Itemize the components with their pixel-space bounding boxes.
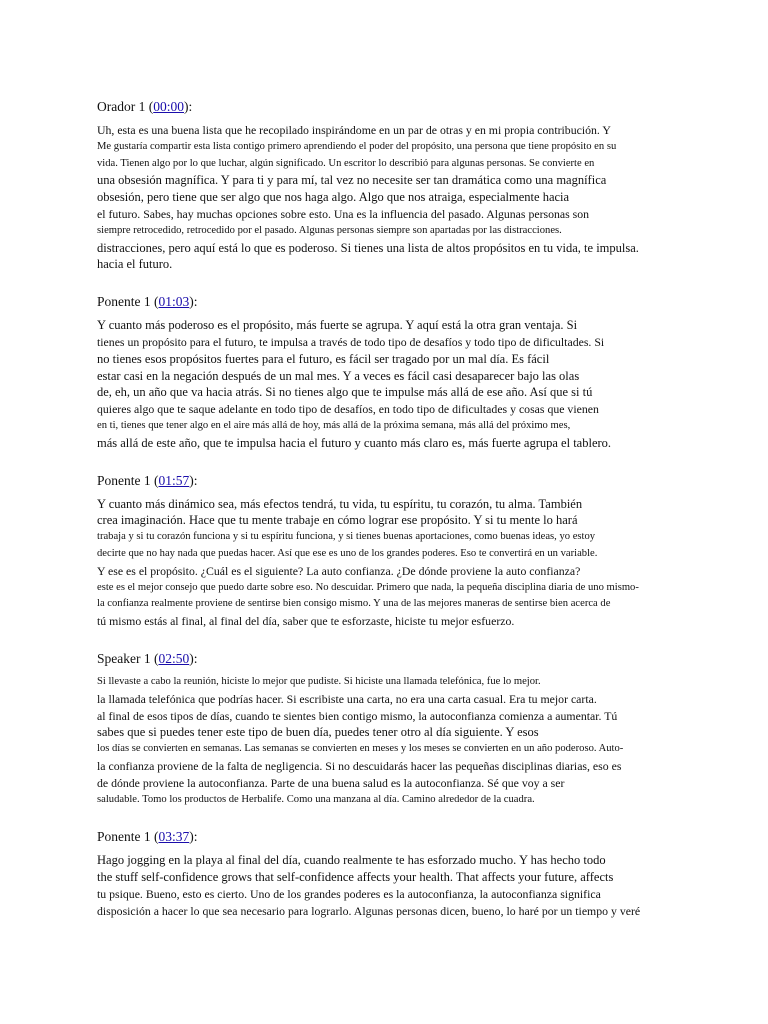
transcript-line: distracciones, pero aquí está lo que es poderoso. Si tienes una lista de altos propósitos en tu vida, te impulsa. [97,240,639,255]
transcript-line: Hago jogging en la playa al final del día, cuando realmente te has esforzado mucho. Y has hecho todo [97,853,606,868]
transcript-line: disposición a hacer lo que sea necesario para lograrlo. Algunas personas dicen, bueno, lo haré por un tiempo y veré [97,903,641,918]
timestamp-link[interactable]: 01:03 [158,294,190,310]
transcript-line: obsesión, pero tiene que ser algo que nos haga algo. Algo que nos atraiga, especialmente hacia [97,190,570,205]
timestamp-link[interactable]: 02:50 [158,650,190,666]
transcript-line: sabes que si puedes tener este tipo de buen día, puedes tener otro al día siguiente. Y esos [97,725,539,740]
transcript-line: la llamada telefónica que podrías hacer. Si escribiste una carta, no era una carta casual. Era tu mejor carta. [97,691,597,706]
transcript-line: la confianza proviene de la falta de negligencia. Si no descuidarás hacer las pequeñas disciplinas diarias, eso es [97,758,622,773]
transcript-line: de dónde proviene la autoconfianza. Parte de una buena salud es la autoconfianza. Sé que voy a ser [97,775,565,790]
timestamp-link[interactable]: 03:37 [158,829,190,845]
speaker-name: Orador 1 [97,99,146,114]
transcript-line: estar casi en la negación después de un mal mes. Y a veces es fácil casi desaparecer bajo las olas [97,368,580,383]
speaker-heading: Ponente 1 (03:37): [97,829,198,845]
speaker-name: Ponente 1 [97,294,151,310]
transcript-paragraph [97,496,728,630]
transcript-line: Y cuanto más dinámico sea, más efectos tendrá, tu vida, tu espíritu, tu corazón, tu alma. También [97,496,583,511]
speaker-heading: Ponente 1 (01:57): [97,472,198,488]
timestamp-link[interactable]: 01:57 [158,472,190,488]
transcript-line: hacia el futuro. [97,257,173,272]
transcript-line: no tienes esos propósitos fuertes para el futuro, es fácil ser tragado por un mal día. Es fácil [97,351,550,366]
transcript-line: siempre retrocedido, retrocedido por el pasado. Algunas personas siempre son apartadas por las distracciones. [97,224,562,236]
transcript-line: Me gustaría compartir esta lista contigo primero aprendiendo el poder del propósito, una persona que tiene propósito en su [97,140,617,152]
transcript-line: Y cuanto más poderoso es el propósito, más fuerte se agrupa. Y aquí está la otra gran ventaja. Si [97,318,578,333]
transcript-section [97,828,728,919]
transcript-line: quieres algo que te saque adelante en todo tipo de desafíos, en todo tipo de dificultades y cosas que vienen [97,402,599,417]
transcript-line: tienes un propósito para el futuro, te impulsa a través de todo tipo de desafíos y todo tipo de dificultades. Si [97,334,605,349]
transcript-line: Y ese es el propósito. ¿Cuál es el siguiente? La auto confianza. ¿De dónde proviene la auto confianza? [97,563,581,578]
transcript-line: the stuff self-confidence grows that self-confidence affects your health. That affects your future, affects [97,870,614,885]
transcript-section [97,98,728,273]
transcript-line: la confianza realmente proviene de sentirse bien consigo mismo. Y una de las mejores maneras de sentirse bien acerca de [97,598,611,610]
transcript-line: más allá de este año, que te impulsa hacia el futuro y cuanto más claro es, más fuerte agrupa el tablero. [97,435,612,450]
transcript-paragraph [97,122,728,273]
transcript-line: tu psique. Bueno, esto es cierto. Uno de los grandes poderes es la autoconfianza, la autoconfianza significa [97,886,601,901]
transcript-line: decirte que no hay nada que puedas hacer. Así que ese es uno de los grandes poderes. Eso te convertirá en un variable. [97,547,598,559]
transcript-line: una obsesión magnífica. Y para ti y para mí, tal vez no necesite ser tan dramática como una magnífica [97,173,607,188]
transcript-line: trabaja y si tu corazón funciona y si tu espíritu funciona, y si tienes buenas aportaciones, como buenas ideas, yo estoy [97,531,596,543]
speaker-heading: Orador 1 (00:00): [97,99,193,114]
transcript-paragraph [97,852,728,919]
transcript-section [97,650,728,808]
transcript-line: Uh, esta es una buena lista que he recopilado inspirándome en un par de otras y en mi propia contribución. Y [97,123,611,137]
speaker-name: Speaker 1 [97,650,151,666]
transcript-line: vida. Tienen algo por lo que luchar, algún significado. Un escritor lo describió para algunas personas. Se convierte en [97,157,595,169]
speaker-name: Ponente 1 [97,472,151,488]
speaker-heading: Speaker 1 (02:50): [97,650,198,666]
transcript-line: de, eh, un año que va hacia atrás. Si no tienes algo que te impulse más allá de ese año. Así que si tú [97,385,593,400]
transcript-line: tú mismo estás al final, al final del día, saber que te esforzaste, hiciste tu mejor esfuerzo. [97,614,515,629]
transcript-line: saludable. Tomo los productos de Herbalife. Como una manzana al día. Camino alrededor de la cuadra. [97,793,535,805]
transcript-line: en ti, tienes que tener algo en el aire más allá de hoy, más allá de la próxima semana, más allá del próximo mes, [97,419,571,431]
transcript-paragraph [97,317,728,451]
transcript-paragraph [97,674,728,808]
speaker-heading: Ponente 1 (01:03): [97,294,198,310]
transcript-line: este es el mejor consejo que puedo darte sobre eso. No descuidar. Primero que nada, la pequeña disciplina diaria de uno mismo- [97,581,639,593]
transcript-line: Si llevaste a cabo la reunión, hiciste lo mejor que pudiste. Si hiciste una llamada telefónica, fue lo mejor. [97,675,541,687]
speaker-name: Ponente 1 [97,829,151,845]
transcript-line: el futuro. Sabes, hay muchas opciones sobre esto. Una es la influencia del pasado. Algunas personas son [97,206,590,221]
transcript-section [97,293,728,451]
transcript-line: los días se convierten en semanas. Las semanas se convierten en meses y los meses se convierten en un año poderoso. Auto- [97,743,624,755]
timestamp-link[interactable]: 00:00 [153,99,184,114]
transcript-line: al final de esos tipos de días, cuando te sientes bien contigo mismo, la autoconfianza comienza a aumentar. Tú [97,708,618,723]
transcript-section [97,472,728,630]
transcript-line: crea imaginación. Hace que tu mente trabaje en cómo lograr ese propósito. Y si tu mente lo hará [97,513,578,528]
